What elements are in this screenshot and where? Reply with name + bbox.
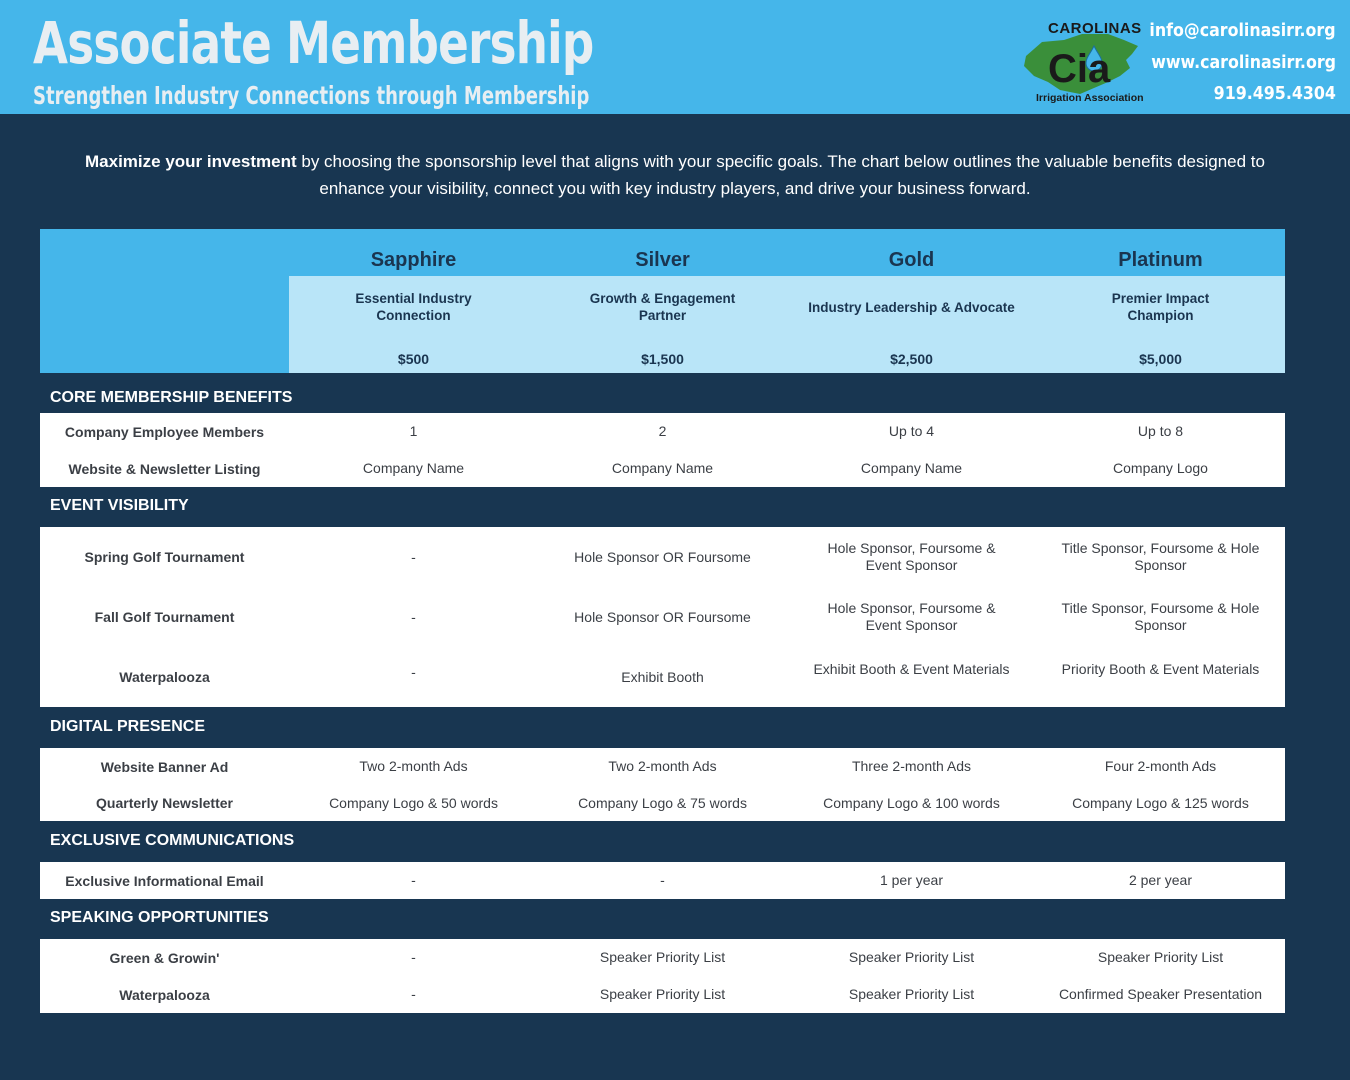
row-label: Quarterly Newsletter (96, 795, 233, 811)
cell-platinum: Title Sponsor, Foursome & Hole Sponsor (1061, 540, 1260, 573)
table-row (40, 527, 1285, 587)
tier-price-sapphire: $500 (397, 351, 430, 367)
tier-name-silver: Silver (635, 248, 690, 271)
cell-silver: Exhibit Booth (621, 668, 704, 685)
cell-silver: Speaker Priority List (599, 986, 726, 1002)
section-speaking (40, 939, 1285, 1013)
row-label: Waterpalooza (119, 986, 210, 1003)
table-row (40, 862, 1285, 899)
table-row (40, 647, 1285, 707)
intro-bold: Maximize your investment (85, 152, 297, 171)
cell-gold: Up to 4 (888, 423, 935, 439)
row-label: Company Employee Members (64, 423, 265, 440)
section-digital (40, 748, 1285, 821)
cell-sapphire: - (411, 949, 416, 965)
table-row (40, 748, 1285, 785)
logo-mark: Cia (1048, 47, 1111, 91)
cell-gold: Speaker Priority List (848, 949, 975, 965)
cell-platinum: Priority Booth & Event Materials (1061, 660, 1260, 677)
cell-silver: Two 2-month Ads (608, 758, 717, 774)
tier-desc-sapphire: Essential Industry Connection (355, 291, 472, 323)
row-label: Exclusive Informational Email (65, 872, 264, 889)
cell-silver: Hole Sponsor OR Foursome (574, 608, 751, 625)
row-label: Website & Newsletter Listing (68, 460, 261, 477)
page-subtitle: Strengthen Industry Connections through Membership (33, 81, 590, 110)
email-link[interactable]: info@carolinasirr.org (1149, 20, 1336, 41)
tier-name-gold: Gold (888, 248, 935, 271)
cell-silver: 2 (658, 423, 667, 439)
section-event (40, 527, 1285, 707)
cell-platinum: Company Logo & 125 words (1072, 794, 1249, 811)
row-label: Spring Golf Tournament (84, 549, 245, 565)
intro-text: by choosing the sponsorship level that aligns with your specific goals. The chart below outlines the valuable benefits designed to enhance your visibility, connect you with key industry players, and drive your business forward. (296, 152, 1265, 198)
cell-silver: - (660, 872, 665, 888)
section-label-event: EVENT VISIBILITY (50, 497, 189, 514)
cell-silver: Speaker Priority List (599, 949, 726, 965)
cell-silver: Company Logo & 75 words (578, 794, 747, 811)
cell-sapphire: - (411, 872, 416, 888)
website-link[interactable]: www.carolinasirr.org (1151, 52, 1336, 73)
row-label: Fall Golf Tournament (94, 609, 235, 625)
cell-gold: Hole Sponsor, Foursome & Event Sponsor (827, 600, 996, 633)
cell-platinum: Up to 8 (1137, 423, 1184, 439)
cell-sapphire: Company Name (362, 460, 465, 476)
tier-price-platinum: $5,000 (1139, 351, 1182, 367)
cell-sapphire: - (411, 663, 416, 680)
cell-gold: Hole Sponsor, Foursome & Event Sponsor (827, 540, 996, 573)
section-comms (40, 862, 1285, 899)
table-row (40, 587, 1285, 647)
cell-gold: Company Logo & 100 words (823, 794, 1000, 811)
tier-price-gold: $2,500 (890, 351, 933, 367)
section-core (40, 413, 1285, 487)
logo-bottom-text: Irrigation Association (1036, 92, 1144, 104)
cell-sapphire: - (411, 548, 416, 565)
cell-sapphire: - (411, 986, 416, 1002)
table-row (40, 450, 1285, 487)
row-label: Green & Growin' (109, 949, 220, 966)
section-label-speaking: SPEAKING OPPORTUNITIES (50, 909, 269, 926)
tier-desc-silver: Growth & Engagement Partner (589, 291, 736, 323)
table-row (40, 413, 1285, 450)
page-title: Associate Membership (33, 9, 594, 77)
section-label-core: CORE MEMBERSHIP BENEFITS (50, 389, 293, 406)
table-row (40, 939, 1285, 976)
row-label: Waterpalooza (119, 669, 210, 685)
cell-gold: Three 2-month Ads (851, 758, 972, 774)
tier-desc-gold: Industry Leadership & Advocate (808, 299, 1015, 315)
table-row (40, 785, 1285, 821)
header-banner (0, 0, 1350, 114)
cell-silver: Company Name (611, 460, 714, 476)
cell-sapphire: Company Logo & 50 words (329, 794, 498, 811)
cell-platinum: 2 per year (1128, 872, 1193, 888)
cell-gold: 1 per year (879, 872, 944, 888)
cell-platinum: Four 2-month Ads (1104, 758, 1217, 774)
cell-platinum: Title Sponsor, Foursome & Hole Sponsor (1061, 600, 1260, 633)
phone-number: 919.495.4304 (1213, 83, 1336, 104)
tier-name-sapphire: Sapphire (370, 248, 457, 271)
cell-platinum: Confirmed Speaker Presentation (1058, 986, 1263, 1002)
section-label-digital: DIGITAL PRESENCE (50, 718, 205, 735)
cell-sapphire: 1 (409, 423, 418, 439)
cell-sapphire: - (411, 608, 416, 625)
logo-top-text: CAROLINAS (1048, 20, 1142, 37)
cell-gold: Speaker Priority List (848, 986, 975, 1002)
cell-gold: Exhibit Booth & Event Materials (813, 660, 1010, 677)
cell-platinum: Speaker Priority List (1097, 949, 1224, 965)
cell-platinum: Company Logo (1113, 460, 1208, 476)
cell-silver: Hole Sponsor OR Foursome (574, 548, 751, 565)
section-label-comms: EXCLUSIVE COMMUNICATIONS (50, 832, 295, 849)
cell-sapphire: Two 2-month Ads (359, 758, 468, 774)
cia-logo (1020, 16, 1155, 110)
tier-header (40, 229, 1285, 373)
tier-desc-platinum: Premier Impact Champion (1111, 291, 1210, 323)
cell-gold: Company Name (860, 460, 963, 476)
tier-name-platinum: Platinum (1118, 248, 1203, 271)
row-label: Website Banner Ad (100, 758, 229, 775)
table-row (40, 976, 1285, 1013)
tier-price-silver: $1,500 (641, 351, 684, 367)
intro-paragraph (60, 148, 1290, 202)
